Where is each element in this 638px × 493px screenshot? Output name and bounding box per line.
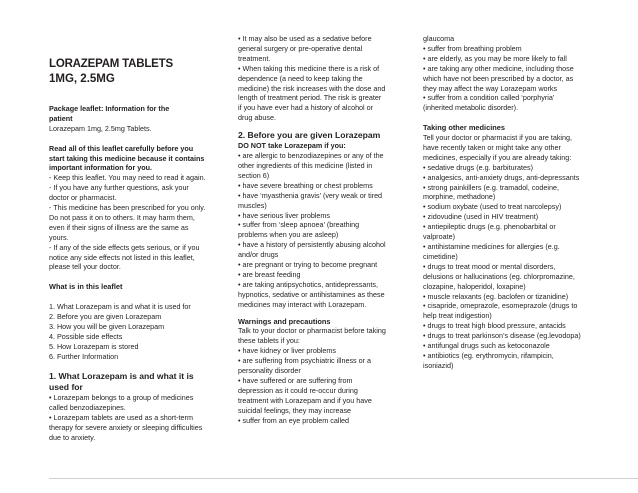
- list-item: glaucoma: [423, 34, 455, 43]
- column-3: [423, 34, 583, 371]
- toc-item: 4. Possible side effects: [49, 331, 123, 341]
- read-point: - If any of the side effects gets serious, or if you notice any side effects not listed in this leaflet, please tell your doctor.: [49, 242, 200, 272]
- do-not-take-list: [238, 151, 386, 310]
- section-2-heading: 2. Before you are given Lorazepam: [238, 130, 381, 141]
- list-item: • antiepileptic drugs (e.g. phenobarbital or valproate): [423, 222, 556, 242]
- list-item: • have a history of persistently abusing alcohol and/or drugs: [238, 240, 386, 260]
- toc-item: 6. Further Information: [49, 351, 119, 361]
- list-item: • sedative drugs (e.g. barbiturates): [423, 162, 533, 172]
- toc-item: 5. How Lorazepam is stored: [49, 341, 139, 351]
- list-item: • are breast feeding: [238, 269, 301, 279]
- list-item: • muscle relaxants (eg. baclofen or tizanidine): [423, 291, 569, 301]
- read-point: - Keep this leaflet. You may need to read it again.: [49, 173, 206, 183]
- intro-point: • When taking this medicine there is a risk of dependence (a need to keep taking the medicine) the risk increases with the dose and length of treatment period. The risk is greater if you have ever had a history of alcohol or drug abuse.: [238, 63, 386, 123]
- list-item: • are elderly, as you may be more likely to fall: [423, 53, 567, 63]
- leaflet-page: [49, 12, 635, 478]
- leaflet-product: Lorazepam 1mg, 2.5mg Tablets.: [49, 123, 152, 133]
- list-item: • are taking any other medicine, including those which have not been prescribed by a doctor, as they may affect the way Lorazepam works: [423, 63, 574, 93]
- section-1-heading: 1. What Lorazepam is and what it is used for: [49, 371, 194, 393]
- leaflet-heading-line-2: patient: [49, 113, 73, 123]
- section-1-point: • Lorazepam tablets are used as a short-term therapy for severe anxiety or sleeping difficulties due to anxiety.: [49, 413, 203, 443]
- list-item: • have ‘myasthenia gravis’ (very weak or tired muscles): [238, 190, 383, 210]
- list-item: • are allergic to benzodiazepines or any of the other ingredients of this medicine (listed in section 6): [238, 151, 384, 180]
- document-subtitle: 1MG, 2.5MG: [49, 72, 115, 85]
- list-item: • drugs to treat parkinson’s disease (eg.levodopa): [423, 331, 581, 341]
- list-item: • are taking antipsychotics, antidepressants, hypnotics, sedative or antihistamines as these medicines may interact with Lorazepam.: [238, 279, 385, 309]
- list-item: • have kidney or liver problems: [238, 346, 336, 356]
- read-point: - If you have any further questions, ask your doctor or pharmacist.: [49, 183, 189, 203]
- toc-item: 2. Before you are given Lorazepam: [49, 311, 162, 321]
- other-medicines-intro: Tell your doctor or pharmacist if you are taking, have recently taken or might take any other medicines, especially if you are already taking:: [423, 133, 573, 162]
- intro-point: • It may also be used as a sedative before general surgery or pre-operative dental treatment.: [238, 34, 372, 63]
- document-title: LORAZEPAM TABLETS: [49, 58, 173, 70]
- leaflet-heading: [49, 104, 209, 124]
- read-all-notice: Read all of this leaflet carefully before you start taking this medicine because it contains important information for you.: [49, 143, 205, 173]
- other-medicines-heading: Taking other medicines: [423, 123, 506, 133]
- list-item: • antifungal drugs such as ketoconazole: [423, 341, 550, 351]
- column-1: [49, 57, 209, 443]
- warnings-list: [238, 346, 386, 425]
- toc-item: 1. What Lorazepam is and what it is used for: [49, 302, 191, 312]
- table-of-contents: [49, 302, 209, 361]
- list-item: • suffer from an eye problem called: [238, 415, 350, 425]
- list-item: • analgesics, anti-anxiety drugs, anti-depressants: [423, 172, 580, 182]
- list-item: • drugs to treat mood or mental disorders, delusions or hallucinations (eg. chlorpromazine, clozapine, haloperidol, loxapine): [423, 261, 575, 291]
- toc-item: 3. How you will be given Lorazepam: [49, 321, 165, 331]
- list-item: • strong painkillers (e.g. tramadol, codeine, morphine, methadone): [423, 182, 559, 202]
- do-not-take-heading: DO NOT take Lorazepam if you:: [238, 141, 346, 151]
- read-point: - This medicine has been prescribed for you only. Do not pass it on to others. It may harm them, even if their signs of illness are the same as yours.: [49, 203, 206, 242]
- leaflet-heading-line-1: Package leaflet: Information for the: [49, 104, 170, 113]
- warnings-list-continued: [423, 34, 583, 113]
- other-medicines-list: [423, 163, 583, 371]
- warnings-heading: Warnings and precautions: [238, 316, 331, 326]
- section-1-point: • Lorazepam belongs to a group of medicines called benzodiazepines.: [49, 393, 194, 413]
- list-item: • suffer from breathing problem: [423, 43, 522, 53]
- list-item: • have serious liver problems: [238, 210, 330, 220]
- list-item: • cisapride, omeprazole, esomeprazole (drugs to help treat indigestion): [423, 301, 578, 321]
- warnings-intro: Talk to your doctor or pharmacist before taking these tablets if you:: [238, 326, 386, 346]
- column-2: [238, 34, 386, 426]
- contents-heading: What is in this leaflet: [49, 282, 123, 292]
- list-item: • antibiotics (eg. erythromycin, rifampicin, isoniazid): [423, 350, 554, 370]
- list-item: • sodium oxybate (used to treat narcolepsy): [423, 202, 562, 212]
- list-item: • are suffering from psychiatric illness or a personality disorder: [238, 356, 372, 376]
- list-item: • have suffered or are suffering from depression as it could re-occur during treatment with Lorazepam and if you have suicidal feelings, they may increase: [238, 376, 372, 415]
- list-item: • have severe breathing or chest problems: [238, 180, 373, 190]
- list-item: • are pregnant or trying to become pregnant: [238, 260, 378, 270]
- list-item: • drugs to treat high blood pressure, antacids: [423, 321, 566, 331]
- list-item: • suffer from a condition called ‘porphyria’ (inherited metabolic disorder).: [423, 93, 555, 113]
- list-item: • suffer from ‘sleep apnoea’ (breathing problems when you are asleep): [238, 220, 360, 240]
- list-item: • zidovudine (used in HIV treatment): [423, 212, 539, 222]
- list-item: • antihistamine medicines for allergies (e.g. cimetidine): [423, 242, 560, 261]
- page-bottom-divider: [49, 478, 638, 479]
